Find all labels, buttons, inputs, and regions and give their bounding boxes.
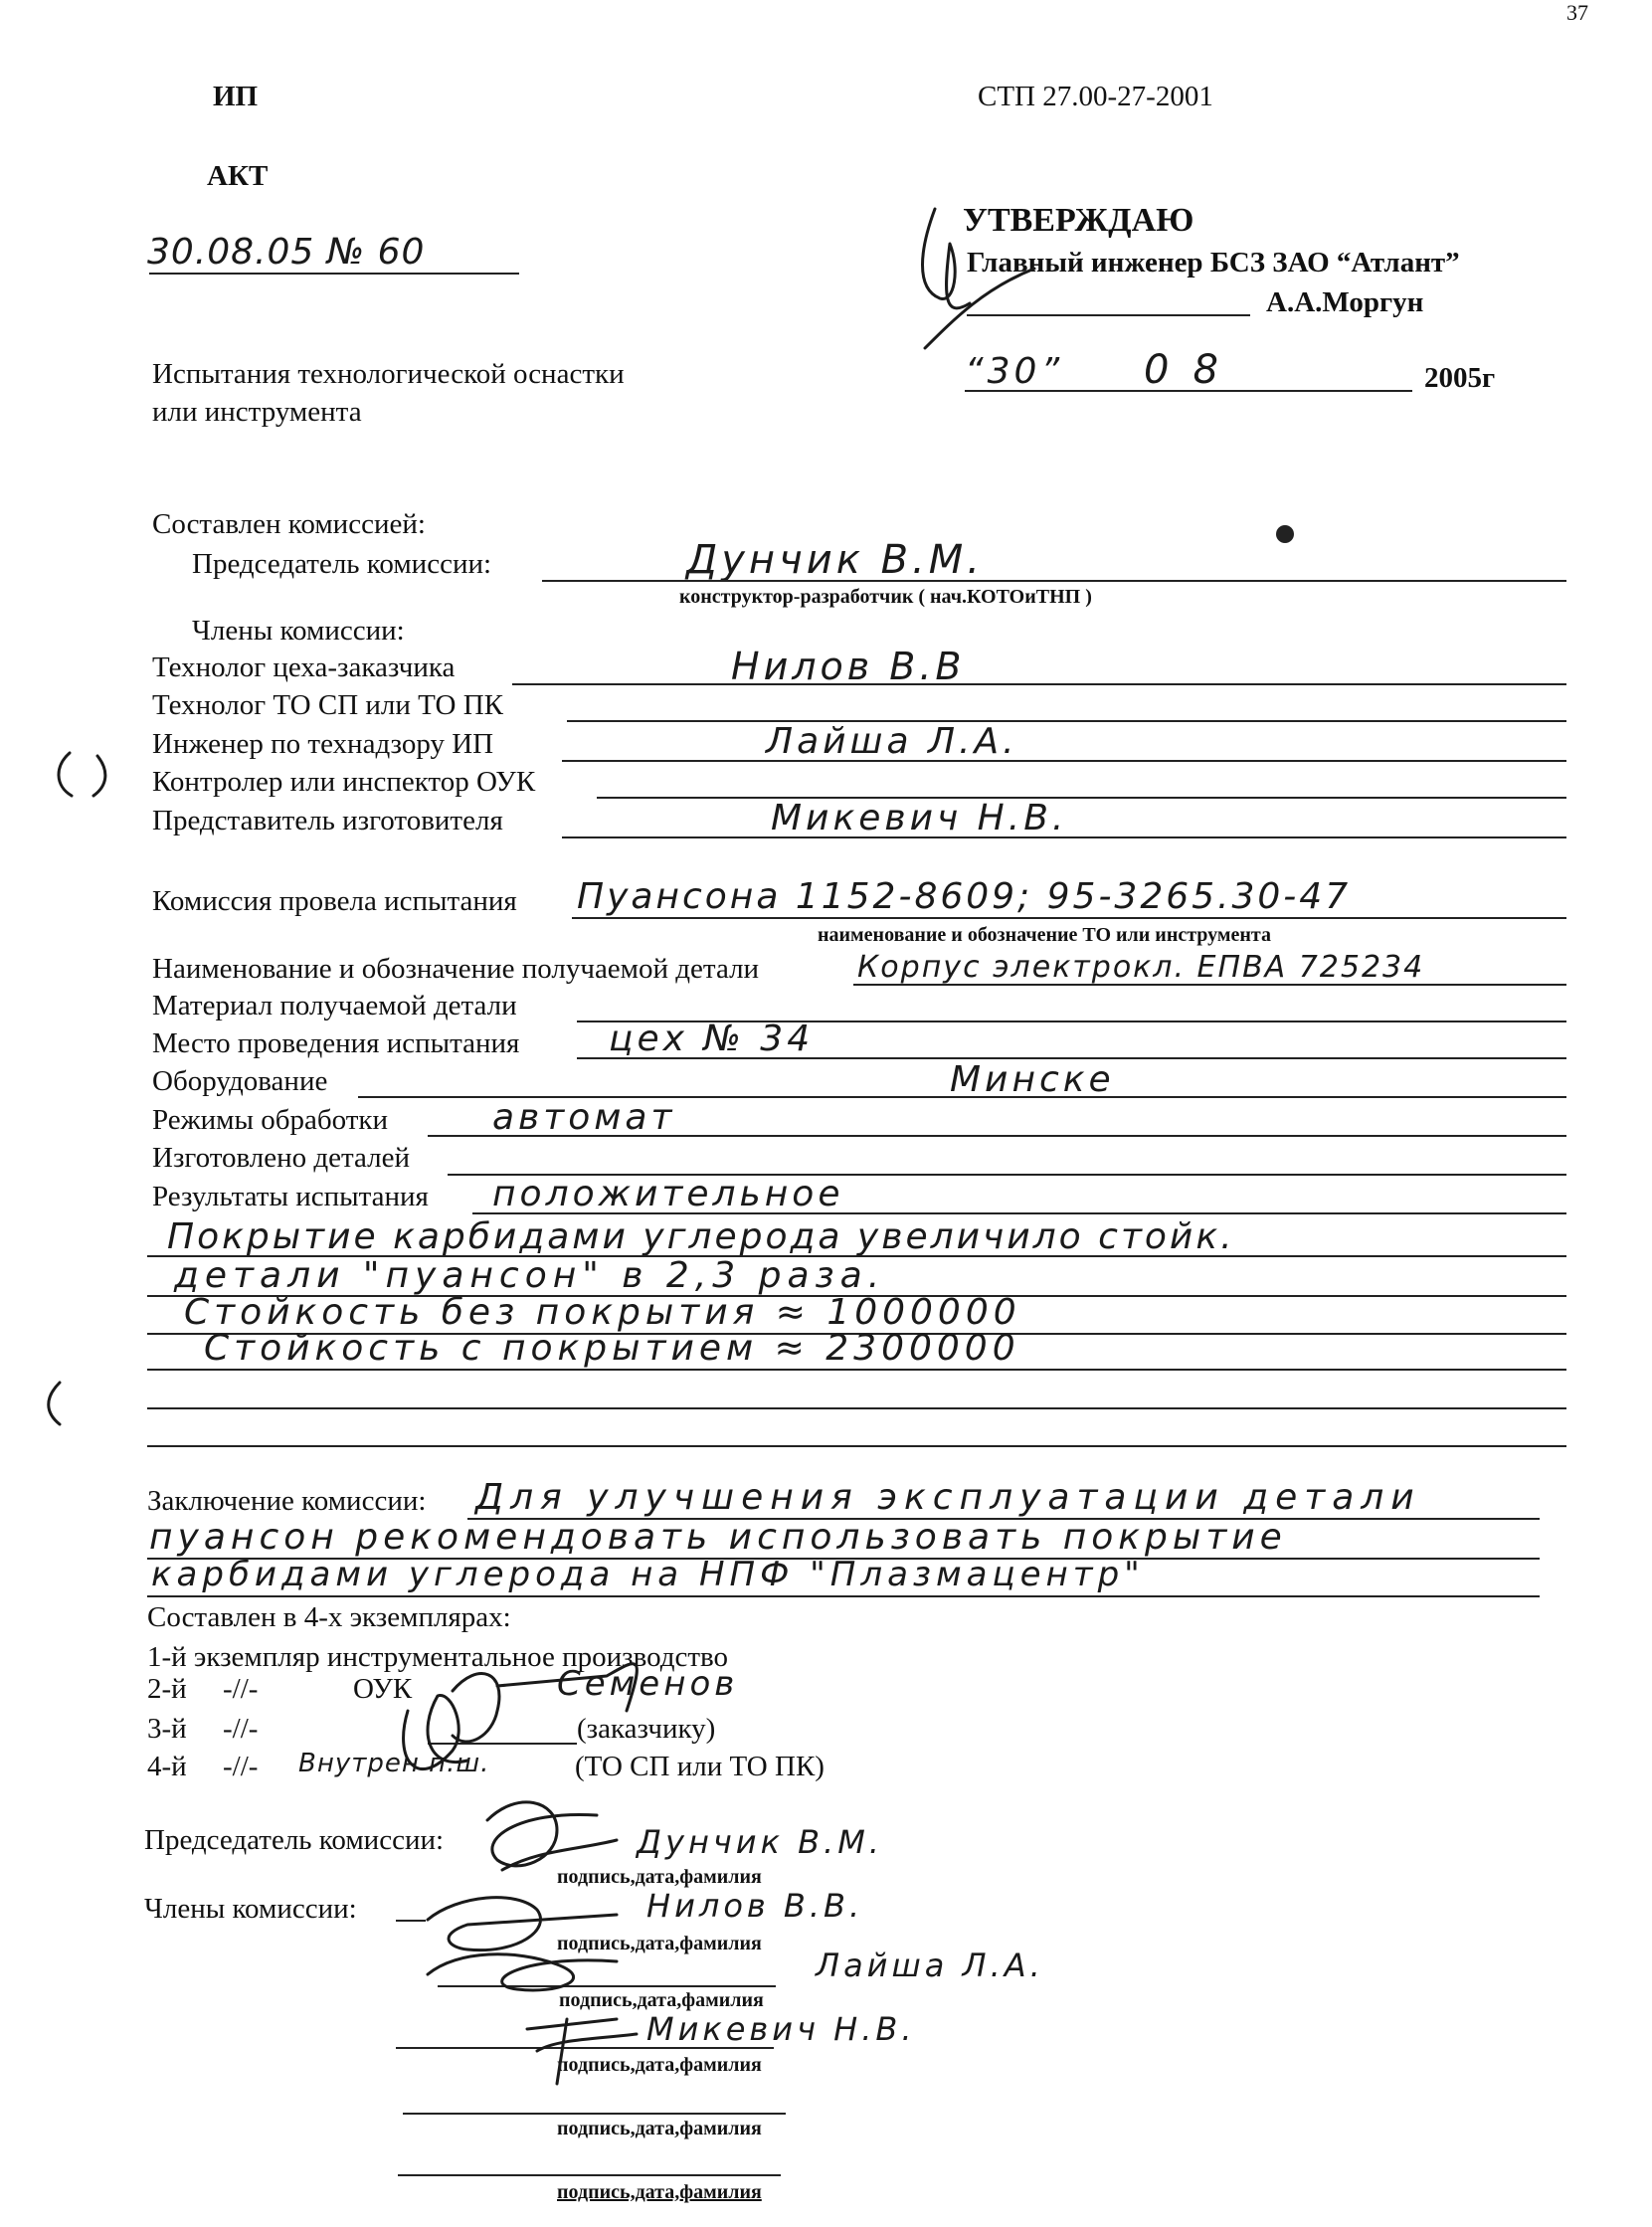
copy-mark: -//- <box>223 1751 259 1782</box>
approval-title: УТВЕРЖДАЮ <box>963 202 1194 239</box>
results-text-line: Стойкость без покрытия ≈ 1000000 <box>184 1292 1021 1333</box>
signatures-chair-label: Председатель комиссии: <box>144 1824 445 1856</box>
conclusion-line: Для улучшения эксплуатации детали <box>475 1477 1421 1518</box>
copy-number: 3-й <box>147 1713 187 1745</box>
copy-mark: -//- <box>223 1713 259 1745</box>
approval-name: А.А.Моргун <box>1266 286 1424 318</box>
signatures-members-label: Члены комиссии: <box>144 1893 357 1925</box>
part-value: Корпус электрокл. ЕПВА 725234 <box>857 950 1425 985</box>
equipment-label: Оборудование <box>152 1065 328 1097</box>
doc-type: АКТ <box>207 160 269 192</box>
material-label: Материал получаемой детали <box>152 990 517 1021</box>
place-value: цех № 34 <box>609 1019 815 1059</box>
act-number: 30.08.05 № 60 <box>147 232 426 273</box>
composed-by: Составлен комиссией: <box>152 508 426 540</box>
approval-month: 08 <box>1144 347 1242 393</box>
member-row-label: Технолог цеха-заказчика <box>152 651 456 683</box>
copies-title: Составлен в 4-х экземплярах: <box>147 1601 511 1633</box>
conducted-caption: наименование и обозначение ТО или инструмента <box>818 924 1271 946</box>
member-signature <box>527 2019 637 2084</box>
member-signature <box>428 1898 617 1950</box>
copy-destination: ОУК <box>353 1673 413 1705</box>
part-label: Наименование и обозначение получаемой детали <box>152 953 760 985</box>
results-text-line: Покрытие карбидами углерода увеличило стойк. <box>167 1216 1235 1257</box>
made-label: Изготовлено деталей <box>152 1142 411 1174</box>
member-row-value: Нилов В.В <box>731 645 966 688</box>
copy-mark: -//- <box>223 1673 259 1705</box>
conducted-label: Комиссия провела испытания <box>152 885 517 917</box>
page-mark: 37 <box>1566 0 1588 25</box>
member-row-label: Инженер по технадзору ИП <box>152 728 494 760</box>
member-row-label: Представитель изготовителя <box>152 805 503 836</box>
signature-caption: подпись,дата,фамилия <box>557 1933 762 1954</box>
conclusion-line: карбидами углерода на НПФ "Плазмацентр" <box>151 1555 1145 1594</box>
signature-member-name: Микевич Н.В. <box>646 2010 916 2048</box>
results-value: положительное <box>492 1174 844 1214</box>
modes-value: автомат <box>492 1097 676 1138</box>
copies-stamp-scribble <box>404 1696 467 1769</box>
member-row-value: Микевич Н.В. <box>771 798 1068 838</box>
signature-member-name: Нилов В.В. <box>646 1887 864 1925</box>
conclusion-label: Заключение комиссии: <box>147 1485 427 1517</box>
chair-value: Дунчик В.М. <box>686 537 984 583</box>
member-row-label: Контролер или инспектор ОУК <box>152 766 536 798</box>
approval-position: Главный инженер БСЗ ЗАО “Атлант” <box>967 247 1460 278</box>
signature-caption: подпись,дата,фамилия <box>557 1866 762 1888</box>
results-text-line: Стойкость с покрытием ≈ 2300000 <box>204 1328 1020 1369</box>
ink-blot <box>1276 525 1294 543</box>
copies-first: 1-й экземпляр инструментальное производство <box>147 1641 729 1673</box>
signature-caption: подпись,дата,фамилия <box>559 1989 764 2011</box>
signatures-chair-name: Дунчик В.М. <box>637 1823 883 1861</box>
copy-destination: (ТО СП или ТО ПК) <box>575 1751 825 1782</box>
chair-label: Председатель комиссии: <box>192 548 492 580</box>
punch-hole-mark <box>49 1383 60 1424</box>
subject-line-2: или инструмента <box>152 396 362 428</box>
copy-number: 2-й <box>147 1673 187 1705</box>
chair-signature <box>487 1802 617 1870</box>
ouk-signature <box>453 1664 637 1742</box>
copy-destination: (заказчику) <box>577 1713 716 1745</box>
modes-label: Режимы обработки <box>152 1104 389 1136</box>
approval-day: “30” <box>965 351 1064 392</box>
signature-member-name: Лайша Л.А. <box>816 1947 1044 1984</box>
signature-caption: подпись,дата,фамилия <box>557 2118 762 2139</box>
punch-hole-mark <box>59 753 72 796</box>
members-label: Члены комиссии: <box>192 615 405 647</box>
signature-caption: подпись,дата,фамилия <box>557 2054 762 2076</box>
standard-code: СТП 27.00-27-2001 <box>978 81 1213 112</box>
results-text-line: детали "пуансон" в 2,3 раза. <box>174 1255 886 1296</box>
conducted-value: Пуансона 1152-8609; 95-3265.30-47 <box>577 876 1352 917</box>
chair-caption: конструктор-разработчик ( нач.КОТОиТНП ) <box>679 586 1092 608</box>
member-row-value: Лайша Л.А. <box>766 721 1018 762</box>
copy-signature: Внутрен п.ш. <box>298 1749 490 1778</box>
results-label: Результаты испытания <box>152 1181 429 1212</box>
conclusion-line: пуансон рекомендовать использовать покрытие <box>149 1517 1287 1558</box>
equipment-value: Минске <box>950 1059 1115 1100</box>
place-label: Место проведения испытания <box>152 1027 520 1059</box>
signature-caption: подпись,дата,фамилия <box>557 2181 762 2203</box>
subject-line-1: Испытания технологической оснастки <box>152 358 625 390</box>
punch-hole-mark <box>93 756 105 796</box>
approval-signature <box>923 209 1035 348</box>
member-signature <box>428 1954 617 1990</box>
org-code: ИП <box>213 81 259 112</box>
copy-signature: Семенов <box>557 1664 739 1704</box>
copy-number: 4-й <box>147 1751 187 1782</box>
member-row-label: Технолог ТО СП или ТО ПК <box>152 689 503 721</box>
approval-year: 2005г <box>1424 362 1496 394</box>
